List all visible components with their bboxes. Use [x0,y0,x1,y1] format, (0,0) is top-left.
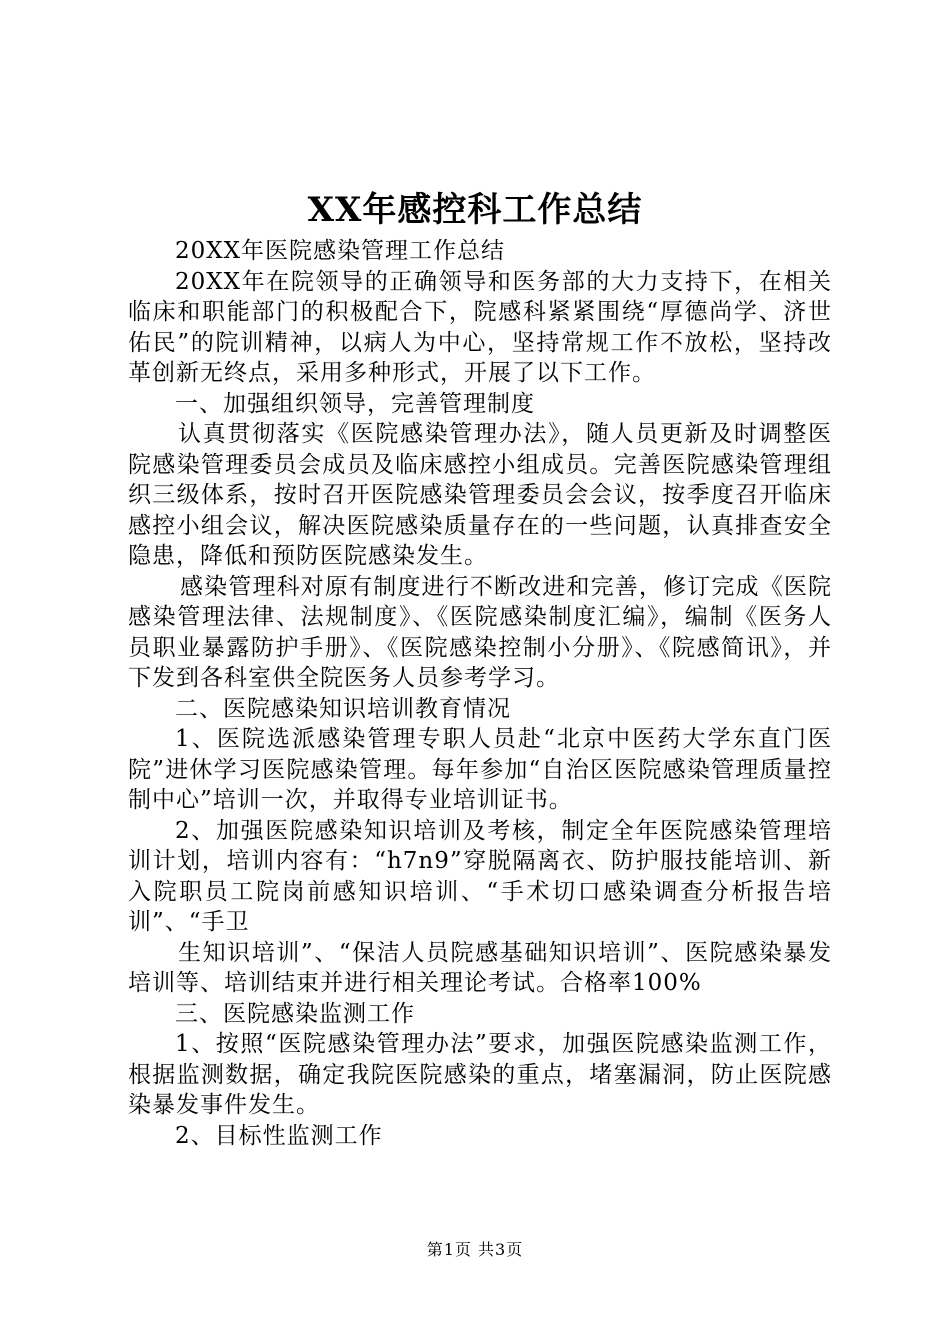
body-paragraph: 2、加强医院感染知识培训及考核，制定全年医院感染管理培训计划，培训内容有：“h7n9”穿脱隔离衣、防护服技能培训、新入院职员工院岗前感知识培训、“手术切口感染调查分析报告培训”、“手卫 [128,817,832,935]
document-title: XX年感控科工作总结 [307,190,643,230]
intro-paragraph: 20XX年在院领导的正确领导和医务部的大力支持下，在相关临床和职能部门的积极配合下，院感科紧紧围绕“厚德尚学、济世佑民”的院训精神，以病人为中心，坚持常规工作不放松，坚持改革创新无终点，采用多种形式，开展了以下工作。 [128,268,832,386]
document-body [128,236,832,1151]
body-paragraph: 感染管理科对原有制度进行不断改进和完善，修订完成《医院感染管理法律、法规制度》、《医院感染制度汇编》，编制《医务人员职业暴露防护手册》、《医院感染控制小分册》、《院感简讯》，并下发到各科室供全院医务人员参考学习。 [128,573,832,691]
body-paragraph: 1、按照“医院感染管理办法”要求，加强医院感染监测工作，根据监测数据，确定我院医院感染的重点，堵塞漏洞，防止医院感染暴发事件发生。 [128,1031,832,1118]
section-heading-2: 二、医院感染知识培训教育情况 [175,695,511,722]
body-paragraph: 1、医院选派感染管理专职人员赴“北京中医药大学东直门医院”进休学习医院感染管理。每年参加“自治区医院感染管理质量控制中心”培训一次，并取得专业培训证书。 [128,726,832,813]
body-paragraph: 认真贯彻落实《医院感染管理办法》，随人员更新及时调整医院感染管理委员会成员及临床感控小组成员。完善医院感染管理组织三级体系，按时召开医院感染管理委员会会议，按季度召开临床感控小组会议，解决医院感染质量存在的一些问题，认真排查安全隐患，降低和预防医院感染发生。 [128,421,832,569]
section-heading-3: 三、医院感染监测工作 [175,1000,415,1027]
subtitle-paragraph: 20XX年医院感染管理工作总结 [175,238,506,264]
page-footer: 第1页 共3页 [426,1240,524,1259]
section-heading-1: 一、加强组织领导，完善管理制度 [175,390,535,417]
body-paragraph: 生知识培训”、“保洁人员院感基础知识培训”、医院感染暴发培训等、培训结束并进行相关理论考试。合格率100% [128,939,832,996]
body-paragraph: 2、目标性监测工作 [175,1122,383,1149]
